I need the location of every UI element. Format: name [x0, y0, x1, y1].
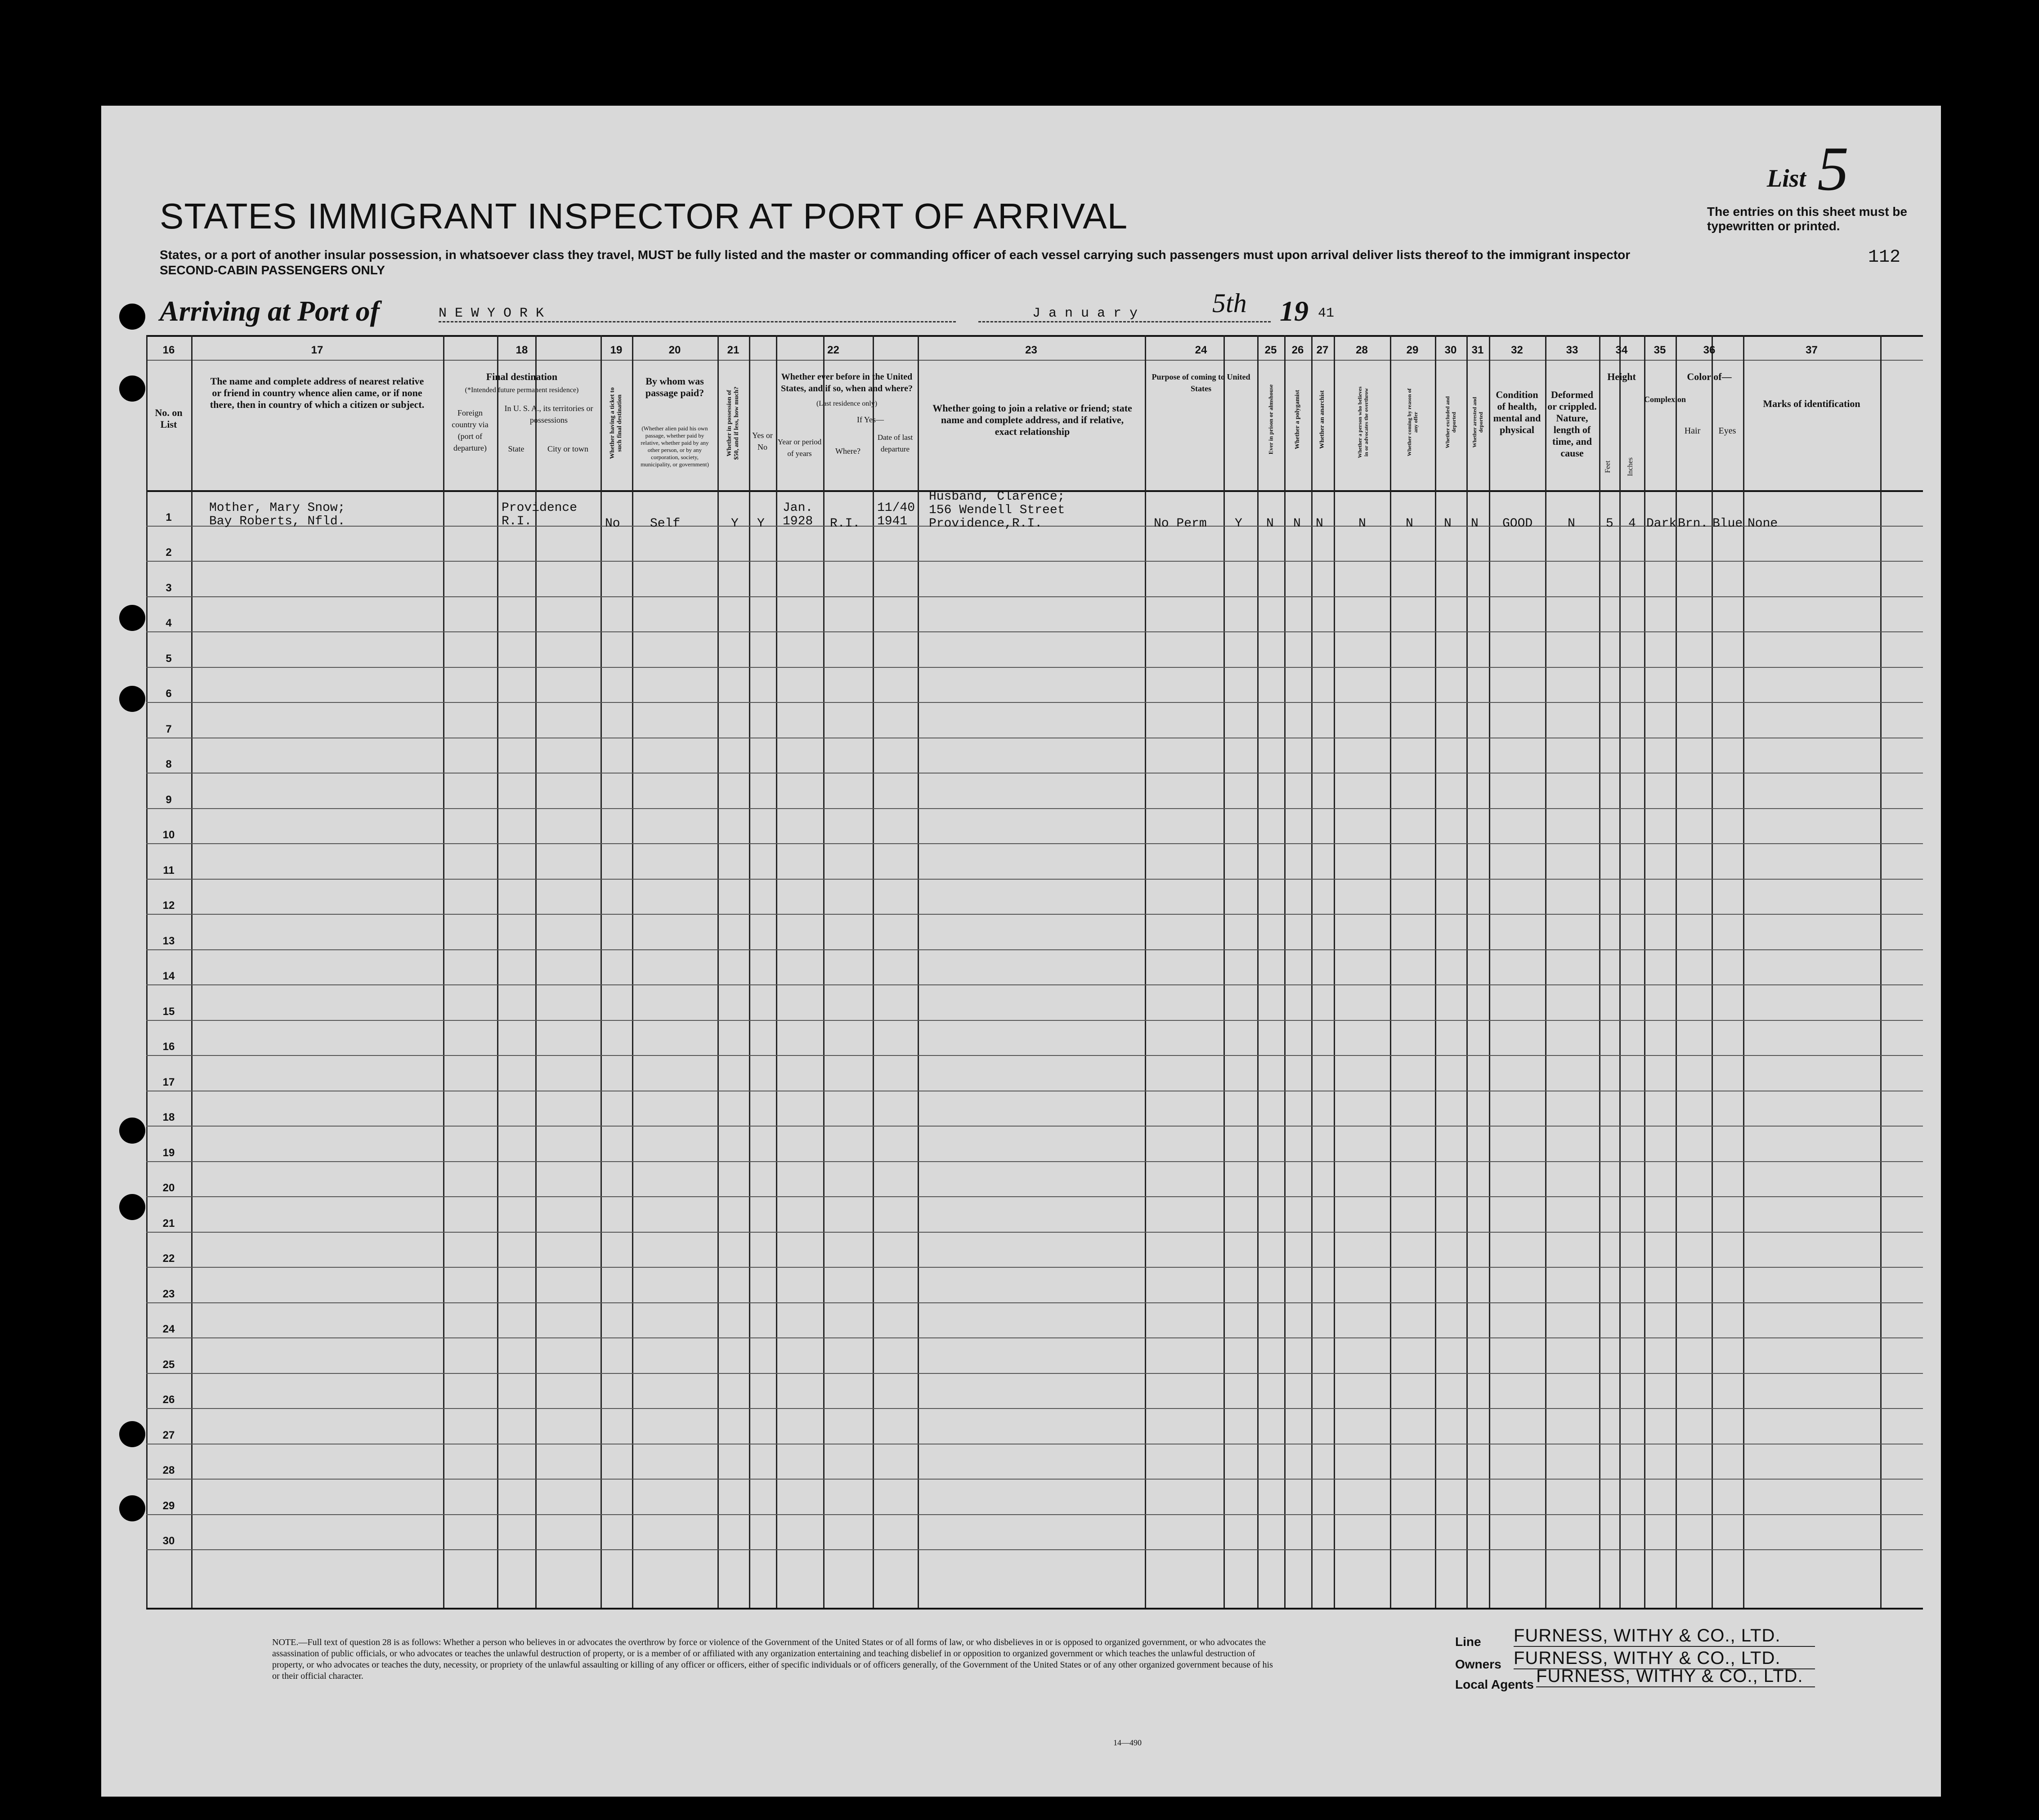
instructions-line: States, or a port of another insular possession, in whatsoever class they travel, MUST be fully listed and the master or commanding officer of each vessel carrying such passengers must upon arrival deliver lists thereof to the immigrant inspector	[160, 248, 1631, 262]
header-final-destination: Final destination	[486, 371, 558, 382]
row-number: 29	[162, 1499, 175, 1512]
row-divider	[146, 631, 1923, 632]
header-yes-no: Yes or No	[752, 431, 773, 452]
row-number: 6	[166, 688, 172, 700]
punch-hole	[119, 304, 145, 330]
row-number: 30	[162, 1535, 175, 1547]
entry-marks: None	[1748, 517, 1778, 531]
line-label: Line	[1455, 1635, 1481, 1649]
row-number: 7	[166, 723, 172, 735]
header-inches: Inches	[1627, 457, 1634, 476]
col-number: 25	[1264, 344, 1277, 356]
entry-col-26: N	[1293, 517, 1301, 531]
form-instructions	[160, 247, 1644, 278]
row-number: 19	[162, 1146, 175, 1159]
row-divider	[146, 1408, 1923, 1409]
punch-hole	[119, 1194, 145, 1220]
header-relative: The name and complete address of nearest relative or friend in country whence alien came, or if none there, then in country of which a citizen or subject.	[210, 376, 425, 410]
row-number: 16	[162, 1041, 175, 1053]
header-color: Color of—	[1687, 371, 1732, 382]
col-number: 36	[1703, 344, 1716, 356]
header-final-destination-sub: (*Intended future permanent residence)	[465, 386, 579, 394]
entry-hair: Brn.	[1678, 517, 1708, 531]
entry-relative-2: Bay Roberts, Nfld.	[209, 514, 345, 528]
header-if-yes: If Yes—	[856, 415, 884, 424]
manifest-sheet	[101, 106, 1941, 1797]
header-polygamist: Whether a polygamist	[1294, 390, 1301, 449]
header-passage-paid: By whom was passage paid?	[645, 376, 704, 398]
row-number: 27	[162, 1429, 175, 1441]
row-divider	[146, 1373, 1923, 1374]
header-state: State	[508, 444, 524, 453]
entries-note: The entries on this sheet must be typewritten or printed.	[1707, 205, 1907, 233]
header-hair: Hair	[1684, 426, 1701, 436]
entry-deformed: N	[1568, 517, 1575, 531]
row-number: 3	[166, 581, 172, 594]
passenger-class: SECOND-CABIN PASSENGERS ONLY	[160, 263, 385, 277]
sheet-number: 112	[1868, 247, 1900, 268]
row-divider	[146, 914, 1923, 915]
entry-departure-2: 1941	[877, 514, 908, 528]
col-number: 19	[610, 344, 623, 356]
row-number: 24	[162, 1323, 175, 1335]
row-divider	[146, 1337, 1923, 1338]
header-feet: Feet	[1604, 461, 1612, 473]
header-marks: Marks of identification	[1763, 398, 1860, 409]
col-number: 22	[827, 344, 839, 356]
col-number: 29	[1406, 344, 1419, 356]
col-number: 35	[1654, 344, 1666, 356]
header-foreign-country: Foreign country via (port of departure)	[452, 408, 488, 452]
header-height: Height	[1607, 371, 1636, 382]
header-no-on-list: No. on List	[155, 407, 183, 430]
header-fifty-dollars: Whether in possession of $50, and if less, how much?	[726, 386, 740, 460]
row-divider	[146, 879, 1923, 880]
header-ticket: Whether having a ticket to such final destination	[609, 387, 623, 459]
row-number: 28	[162, 1464, 175, 1476]
row-divider	[146, 1232, 1923, 1233]
row-number: 15	[162, 1005, 175, 1018]
row-divider	[146, 1514, 1923, 1515]
row-number: 12	[162, 899, 175, 912]
col-number: 24	[1195, 344, 1207, 356]
row-number: 18	[162, 1111, 175, 1123]
row-divider	[146, 667, 1923, 668]
row-number: 10	[162, 829, 175, 841]
row-divider	[146, 1020, 1923, 1021]
header-city: City or town	[547, 444, 588, 453]
row-number: 23	[162, 1288, 175, 1300]
punch-hole	[119, 376, 145, 402]
entry-col-29: N	[1406, 517, 1413, 531]
entry-year-2: 1928	[783, 514, 813, 528]
row-divider	[146, 1549, 1923, 1550]
col-number: 34	[1615, 344, 1628, 356]
header-prison: Ever in prison or almshouse	[1267, 384, 1274, 455]
col-number: 20	[668, 344, 681, 356]
line-value: FURNESS, WITHY & CO., LTD.	[1514, 1626, 1815, 1647]
header-anarchist: Whether an anarchist	[1319, 390, 1326, 449]
list-number: 5	[1817, 134, 1849, 204]
entry-paid-by: Self	[650, 517, 681, 531]
port-field	[439, 306, 956, 322]
entry-departure-1: 11/40	[877, 501, 915, 515]
row-divider	[146, 561, 1923, 562]
row-divider	[146, 1267, 1923, 1268]
header-excluded: Whether excluded and deported	[1444, 396, 1457, 448]
entry-fifty: Y	[731, 517, 739, 531]
punch-hole	[119, 605, 145, 631]
row-divider	[146, 1479, 1923, 1480]
col-number: 21	[727, 344, 739, 356]
header-year: Year or period of years	[777, 438, 822, 458]
punch-hole	[119, 686, 145, 712]
row-number: 20	[162, 1182, 175, 1194]
entry-complexion: Dark	[1646, 517, 1677, 531]
entry-col-28: N	[1358, 517, 1366, 531]
header-ever-before-sub: (Last residence only)	[816, 400, 878, 407]
row-number: 1	[166, 511, 172, 523]
entry-feet: 5	[1606, 517, 1613, 531]
col-number: 23	[1025, 344, 1037, 356]
header-in-usa: In U. S. A., its territories or possessions	[504, 404, 593, 425]
entry-col-31: N	[1471, 517, 1479, 531]
row-number: 11	[163, 864, 175, 876]
manifest-table	[146, 335, 1923, 1608]
entry-joining-1: Husband, Clarence;	[929, 490, 1065, 504]
row-number: 17	[162, 1076, 175, 1088]
row-divider	[146, 843, 1923, 844]
port-value: N E W Y O R K	[439, 306, 544, 321]
row-number: 13	[162, 935, 175, 947]
entry-year-1: Jan.	[783, 501, 813, 515]
header-passage-paid-sub: (Whether alien paid his own passage, whether paid by relative, whether paid by any other person, or by any corporation, society, municipality, or government)	[641, 425, 709, 468]
entry-inches: 4	[1628, 517, 1636, 531]
row-divider	[146, 1196, 1923, 1197]
footnote-q28: NOTE.—Full text of question 28 is as follows: Whether a person who believes in or advocates the overthrow by force or violence of the Government of the United States or of all forms of law, or who disbelieves in or is opposed to organized government, or who advocates the assassination of public officials, or who advocates or teaches the unlawful destruction of property, or is a member of or affiliated with any organization entertaining and teaching disbelief in or opposition to organized government or which teaches the unlawful destruction of property, or who advocates or teaches the duty, necessity, or propriety of the unlawful assaulting or killing of any officer or officers, either of specific individuals or of officers generally, of the Government of the United States or of any other organized government because of his or their official character.	[272, 1637, 1273, 1681]
row-number: 5	[166, 652, 172, 665]
entry-joining-2: 156 Wendell Street	[929, 503, 1065, 517]
col-number: 32	[1511, 344, 1523, 356]
col-number: 17	[311, 344, 323, 356]
row-divider	[146, 949, 1923, 950]
header-arrested: Whether arrested and deported	[1471, 397, 1484, 448]
entry-col-27: N	[1316, 517, 1323, 531]
header-offer: Whether coming by reason of any offer	[1406, 388, 1419, 456]
col-number: 33	[1566, 344, 1578, 356]
row-number: 8	[166, 758, 172, 770]
entry-purpose: No Perm	[1154, 517, 1207, 531]
row-number: 14	[162, 970, 175, 982]
row-number: 26	[162, 1394, 175, 1406]
col-number: 30	[1444, 344, 1457, 356]
row-divider	[146, 984, 1923, 985]
entry-ticket: No	[605, 517, 620, 531]
row-divider	[146, 1126, 1923, 1127]
entry-col-24b: Y	[1235, 517, 1242, 531]
row-number: 2	[166, 546, 172, 559]
header-overthrow: Whether a person who believes in or advocates the overthrow	[1357, 386, 1369, 458]
header-eyes: Eyes	[1718, 426, 1736, 436]
row-divider	[146, 1055, 1923, 1056]
row-divider	[146, 773, 1923, 774]
local-agents-label: Local Agents	[1455, 1677, 1534, 1691]
row-number: 25	[162, 1358, 175, 1371]
list-label: List	[1766, 165, 1806, 192]
row-number: 9	[166, 793, 172, 806]
col-number: 16	[162, 344, 175, 356]
day-value: 5th	[1212, 288, 1247, 318]
form-code: 14—490	[1113, 1738, 1142, 1747]
header-ever-before: Whether ever before in the United States, and if so, when and where?	[781, 372, 913, 394]
col-number: 27	[1316, 344, 1329, 356]
header-deformed: Deformed or crippled. Nature, length of time, and cause	[1547, 389, 1597, 459]
year-suffix: 41	[1318, 306, 1335, 321]
col-number: 28	[1356, 344, 1368, 356]
local-agents-value: FURNESS, WITHY & CO., LTD.	[1536, 1666, 1815, 1687]
row-number: 4	[166, 617, 172, 629]
row-number: 21	[162, 1217, 175, 1230]
entry-where: R.I.	[830, 517, 860, 531]
punch-hole	[119, 1118, 145, 1144]
entry-joining-3: Providence,R.I.	[929, 517, 1043, 531]
month-value: J a n u a r y	[1032, 306, 1138, 321]
entry-eyes: Blue	[1712, 517, 1743, 531]
owners-value: FURNESS, WITHY & CO., LTD.	[1514, 1648, 1815, 1669]
col-number: 26	[1291, 344, 1304, 356]
entry-before-in-us: Y	[757, 517, 765, 531]
col-number: 37	[1806, 344, 1818, 356]
row-number: 22	[162, 1252, 175, 1265]
row-divider	[146, 808, 1923, 809]
row-divider	[146, 1161, 1923, 1162]
header-last-departure: Date of last departure	[877, 433, 913, 453]
entry-health: GOOD	[1502, 517, 1533, 531]
form-title: STATES IMMIGRANT INSPECTOR AT PORT OF ARRIVAL	[160, 196, 1128, 236]
row-divider	[146, 1302, 1923, 1303]
punch-hole	[119, 1421, 145, 1447]
arriving-label: Arriving at Port of	[160, 295, 380, 327]
entry-relative-1: Mother, Mary Snow;	[209, 501, 345, 515]
row-divider	[146, 596, 1923, 597]
owners-label: Owners	[1455, 1657, 1501, 1671]
entry-state: R.I.	[502, 514, 532, 528]
row-divider	[146, 702, 1923, 703]
entry-col-30: N	[1444, 517, 1452, 531]
entry-col-25: N	[1266, 517, 1274, 531]
header-health: Condition of health, mental and physical	[1493, 389, 1541, 435]
punch-hole	[119, 1495, 145, 1521]
col-number: 31	[1471, 344, 1484, 356]
year-prefix: 19	[1280, 295, 1309, 327]
col-number: 18	[515, 344, 528, 356]
header-where: Where?	[835, 447, 860, 456]
header-purpose: Purpose of coming to United States	[1152, 372, 1250, 393]
entry-city: Providence	[502, 501, 578, 515]
header-complexion: Complexion	[1644, 395, 1686, 404]
header-joining: Whether going to join a relative or friend; state name and complete address, and if relative, exact relationship	[932, 402, 1132, 437]
